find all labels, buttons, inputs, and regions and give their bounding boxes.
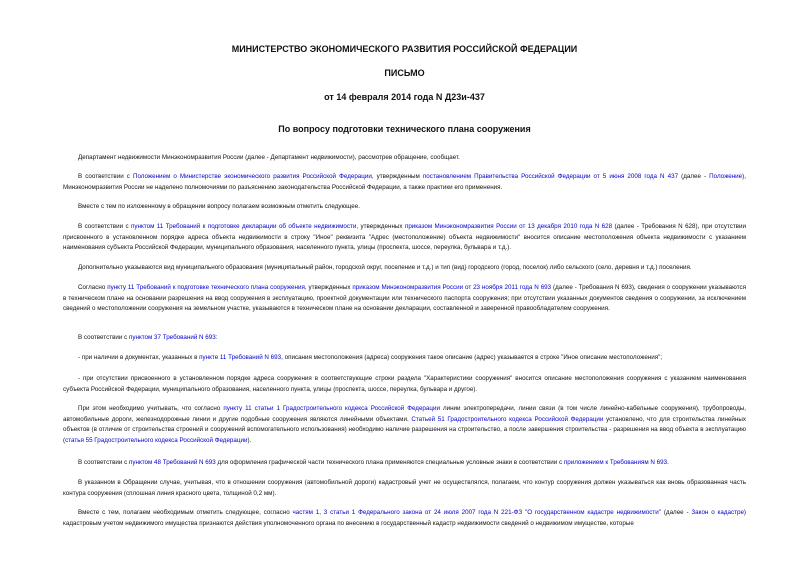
link-point-11-declaration-requirements[interactable]: пунктом 11 Требований к подготовке декларации об объекте недвижимости [131,223,357,230]
link-order-628[interactable]: приказом Минэкономразвития России от 13 декабря 2010 года N 628 [404,223,613,230]
paragraph-3: Вместе с тем по изложенному в обращении вопросу полагаем возможным отметить следующее. [78,203,360,210]
paragraph-12: В указанном в Обращении случае, учитывая, что в отношении сооружения (автомобильной дороги) кадастровый учет не осуществлялся, полагаем, что контур сооружения должен указываться как вновь образованная часть контура сооружения (сплошная линия красного цвета, толщиной 0,2 мм). [63,479,746,497]
link-point-11-technical-plan-requirements[interactable]: пункту 11 Требований к подготовке технического плана сооружения [107,284,305,291]
paragraph-10: При этом необходимо учитывать, что согласно пункту 11 статьи 1 Градостроительного кодекса Российской Федерации линии электропередачи, линии связи (в том числе линейно-кабельные сооружения), трубопроводы, автомобильные дороги, железнодорожные линии и другие подобные сооружения являются линейными объектами. Статьей 51 Градостроительного кодекса Российской Федерации установлено, что для строительства линейных объектов (в отличие от строительства строений и сооружений вспомогательного использования) необходимо наличие разрешения на строительство, а после завершения строительства - разрешения на ввод объекта в эксплуатацию (статья 55 Градостроительного кодекса Российской Федерации). [63,405,746,444]
paragraph-9: - при отсутствии присвоенного в установленном порядке адреса сооружения в соответствующие строки раздела "Характеристики сооружения" вносится описание местоположения сооружения с указанием наименования субъекта Российской Федерации, муниципального образования, населенного пункта, улицы (проспекта, шоссе, переулка, бульвара и другое). [63,375,746,393]
link-point-48-requirements-693[interactable]: пунктом 48 Требований N 693 [128,459,216,466]
link-point-11-requirements-693[interactable]: пункте 11 Требований N 693 [199,354,282,361]
link-appendix-requirements-693[interactable]: приложением к Требованиям N 693 [563,459,668,466]
link-point-11-article-1-urban-code[interactable]: пункту 11 статьи 1 Градостроительного кодекса Российской Федерации [223,405,440,412]
document-date-number: от 14 февраля 2014 года N Д23и-437 [324,92,485,102]
paragraph-8: - при наличии в документах, указанных в пункте 11 Требований N 693, описания местоположения (адреса) сооружения такое описание (адрес) указывается в строке "Иное описание местоположения"; [78,354,663,361]
paragraph-6: Согласно пункту 11 Требований к подготовке технического плана сооружения, утвержденных приказом Минэкономразвития России от 23 ноября 2011 года N 693 (далее - Требования N 693), сведения о сооружении указываются в техническом плане на основании разрешения на ввод сооружения в эксплуатацию, проектной документации или технического паспорта сооружения; при отсутствии указанных документов сведения о сооружении, за исключением сведений о местоположении сооружения на земельном участке, указываются в техническом плане на основании декларации, составленной и заверенной правообладателем сооружения. [63,284,747,312]
link-point-37-requirements-693[interactable]: пунктом 37 Требований N 693 [128,334,216,341]
paragraph-5: Дополнительно указываются вид муниципального образования (муниципальный район, городской округ, поселение и т.д.) и тип (вид) городского (город, поселок) либо сельского (село, деревня и т.д.) поселения. [78,264,692,271]
paragraph-1: Департамент недвижимости Минэкономразвития России (далее - Департамент недвижимости), рассмотрев обращение, сообщает. [78,154,460,161]
paragraph-11: В соответствии с пунктом 48 Требований N 693 для оформления графической части технического плана применяются специальные условные знаки в соответствии с приложением к Требованиям N 693. [78,459,669,466]
ministry-heading: МИНИСТЕРСТВО ЭКОНОМИЧЕСКОГО РАЗВИТИЯ РОССИЙСКОЙ ФЕДЕРАЦИИ [231,44,578,54]
link-federal-law-221[interactable]: 3 статьи 1 Федерального закона от 24 июля 2007 года N 221-ФЗ "О государственном кадастре недвижимости" [323,509,662,516]
link-order-693[interactable]: приказом Минэкономразвития России от 23 ноября 2011 года N 693 [352,284,552,291]
link-government-decree-437[interactable]: постановлением Правительства Российской Федерации от 5 июня 2008 года N 437 [422,173,679,180]
link-article-51-urban-code[interactable]: Статьей 51 Градостроительного кодекса Российской Федерации [411,415,604,423]
link-regulation-on-ministry[interactable]: Положением о Министерстве экономического развития Российской Федерации [132,173,372,180]
paragraph-2: В соответствии с Положением о Министерстве экономического развития Российской Федерации, утвержденным постановлением Правительства Российской Федерации от 5 июня 2008 года N 437 (далее - Положение), Минэкономразвития России не наделено полномочиями по разъяснению законодательства Российской Федерации, а также практики его применения. [63,173,746,191]
paragraph-13: Вместе с тем, полагаем необходимым отметить следующее, согласно частям 1, 3 статьи 1 Федерального закона от 24 июля 2007 года N 221-ФЗ "О государственном кадастре недвижимости" (далее - Закон о кадастре) кадастровым учетом недвижимого имущества признаются действия уполномоченного органа по внесению в государственный кадастр недвижимости сведений о недвижимом имуществе, которые [63,509,747,527]
paragraph-4: В соответствии с пунктом 11 Требований к подготовке декларации об объекте недвижимости, утвержденных приказом Минэкономразвития России от 13 декабря 2010 года N 628 (далее - Требования N 628), при отсутствии присвоенного в установленном порядке адреса объекта недвижимости в строку "Иное" реквизита "Адрес (местоположение) объекта недвижимости" вносится описание местоположения объекта недвижимости с указанием наименования субъекта Российской Федерации, муниципального образования, населенного пункта, улицы (проспекта, шоссе, переулка, бульвара и т.д.). [63,223,746,251]
link-parts-1[interactable]: частям 1 [292,509,320,516]
link-regulation[interactable]: Положение [709,173,743,180]
link-article-55-urban-code[interactable]: статья 55 Градостроительного кодекса Российской Федерации [65,436,248,444]
document-type: ПИСЬМО [384,68,425,78]
paragraph-7: В соответствии с пунктом 37 Требований N 693: [78,334,218,341]
link-cadastre-law[interactable]: Закон о кадастре [691,509,744,516]
document-subject: По вопросу подготовки технического плана сооружения [278,124,531,134]
